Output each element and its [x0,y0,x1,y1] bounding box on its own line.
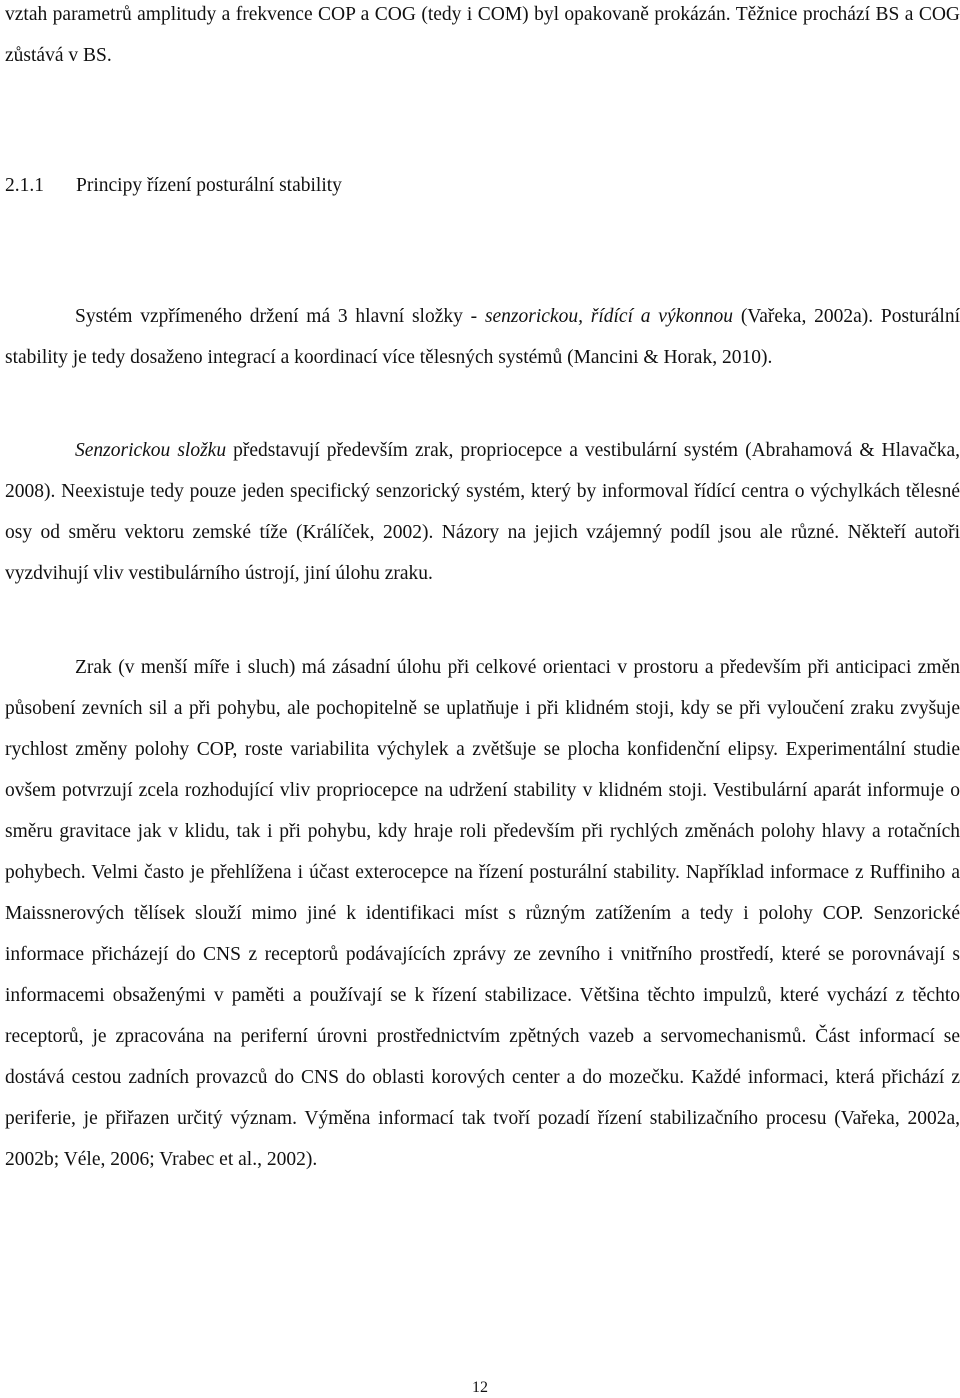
paragraph-components [5,296,960,378]
paragraph-vision [5,647,960,1180]
intro-paragraph [5,0,960,76]
paragraph-sensory-italic: Senzorickou složku [75,440,227,461]
paragraph-components-italic: senzorickou, řídící a výkonnou [484,306,734,327]
paragraph-sensory-text: představují především zrak, propriocepce a vestibulární systém (Abrahamová & Hlavačka, 2008). Neexistuje tedy pouze jeden specifický senzorický systém, který by informoval řídící centra o výchylkách tělesné osy od směru vektoru zemské tíže (Králíček, 2002). Názory na jejich vzájemný podíl jsou ale různé. Někteří autoři vyzdvihují vliv vestibulárního ústrojí, jiní úlohu zraku. [5,440,960,584]
paragraph-components-text-2: (Vařeka, 2002a). Posturální stability je tedy dosaženo integrací a koordinací více tělesných systémů (Mancini & Horak, 2010). [5,306,960,368]
intro-text: vztah parametrů amplitudy a frekvence COP a COG (tedy i COM) byl opakovaně prokázán. Těžnice prochází BS a COG zůstává v BS. [5,4,960,66]
section-title: Principy řízení posturální stability [76,175,342,196]
section-heading [5,165,342,206]
paragraph-vision-text: Zrak (v menší míře i sluch) má zásadní úlohu při celkové orientaci v prostoru a především při anticipaci změn působení zevních sil a při pohybu, ale pochopitelně se uplatňuje i při klidném stoji, kdy se při vyloučení zraku zvyšuje rychlost změny polohy COP, roste variabilita výchylek a zvětšuje se plocha konfidenční elipsy. Experimentální studie ovšem potvrzují zcela rozhodující vliv propriocepce na udržení stability v klidném stoji. Vestibulární aparát informuje o směru gravitace jak v klidu, tak i při pohybu, kdy hraje roli především při rychlých změnách polohy hlavy a rotačních pohybech. Velmi často je přehlížena i účast exterocepce na řízení posturální stability. Například informace z Ruffiniho a Maissnerových tělísek slouží mimo jiné k identifikaci míst s různým zatížením a tedy i polohy COP. Senzorické informace přicházejí do CNS z receptorů podávajících zprávy ze zevního i vnitřního prostředí, které se porovnávají s informacemi obsaženými v paměti a používají se k řízení stabilizace. Většina těchto impulzů, které vychází z těchto receptorů, je zpracována na periferní úrovni prostřednictvím zpětných vazeb a servomechanismů. Část informací se dostává cestou zadních provazců do CNS do oblasti korových center a do mozečku. Každé informaci, která přichází z periferie, je přiřazen určitý význam. Výměna informací tak tvoří pozadí řízení stabilizačního procesu (Vařeka, 2002a, 2002b; Véle, 2006; Vrabec et al., 2002). [5,657,960,1170]
page-number: 12 [472,1379,488,1396]
paragraph-components-text-1: Systém vzpřímeného držení má 3 hlavní složky - [75,306,485,327]
section-number: 2.1.1 [5,175,44,196]
paragraph-sensory [5,430,960,594]
